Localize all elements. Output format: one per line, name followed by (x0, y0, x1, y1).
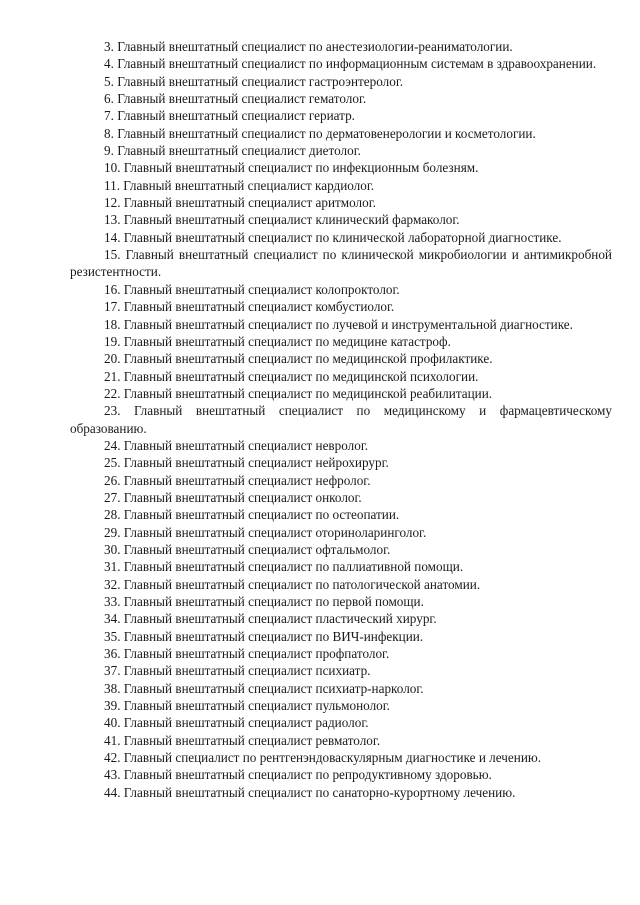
list-item: 24. Главный внештатный специалист невролог. (104, 437, 369, 453)
list-item: 12. Главный внештатный специалист аритмолог. (104, 195, 376, 211)
list-item: 44. Главный внештатный специалист по санаторно-курортному лечению. (104, 784, 516, 800)
list-item: 33. Главный внештатный специалист по первой помощи. (104, 594, 424, 609)
list-item: 15. Главный внештатный специалист по клинической микробиологии и антимикробной резистентности. (70, 247, 612, 280)
list-item: 34. Главный внештатный специалист пластический хирург. (104, 611, 437, 627)
list-item: 5. Главный внештатный специалист гастроэнтеролог. (104, 73, 404, 89)
list-item: 14. Главный внештатный специалист по клинической лабораторной диагностике. (104, 229, 562, 245)
list-item: 23. Главный внештатный специалист по медицинскому и фармацевтическому образованию. (70, 403, 612, 436)
list-item: 31. Главный внештатный специалист по паллиативной помощи. (104, 559, 464, 575)
list-item: 8. Главный внештатный специалист по дерматовенерологии и косметологии. (104, 125, 536, 141)
list-item: 6. Главный внештатный специалист гематолог. (104, 91, 367, 107)
list-item: 20. Главный внештатный специалист по медицинской профилактике. (104, 351, 493, 367)
list-item: 43. Главный внештатный специалист по репродуктивному здоровью. (104, 767, 492, 783)
list-item: 21. Главный внештатный специалист по медицинской психологии. (104, 368, 479, 384)
list-item: 16. Главный внештатный специалист колопроктолог. (104, 281, 400, 297)
list-item: 11. Главный внештатный специалист кардиолог. (104, 177, 375, 193)
list-item: 17. Главный внештатный специалист комбустиолог. (104, 299, 395, 315)
list-item: 22. Главный внештатный специалист по медицинской реабилитации. (104, 385, 493, 401)
list-item: 25. Главный внештатный специалист нейрохирург. (104, 455, 389, 471)
list-item: 40. Главный внештатный специалист радиолог. (104, 715, 369, 731)
list-item: 36. Главный внештатный специалист профпатолог. (104, 646, 390, 662)
list-item: 39. Главный внештатный специалист пульмонолог. (104, 698, 390, 714)
list-item: 28. Главный внештатный специалист по остеопатии. (104, 507, 400, 523)
list-item: 26. Главный внештатный специалист нефролог. (104, 472, 371, 488)
list-item: 29. Главный внештатный специалист оториноларинголог. (104, 524, 427, 540)
list-item: 4. Главный внештатный специалист по информационным системам в здравоохранении. (104, 56, 597, 72)
list-item: 35. Главный внештатный специалист по ВИЧ-инфекции. (104, 628, 424, 644)
list-item: 27. Главный внештатный специалист онколог. (104, 489, 362, 505)
list-item: 41. Главный внештатный специалист ревматолог. (104, 732, 381, 748)
list-item: 32. Главный внештатный специалист по патологической анатомии. (104, 576, 481, 592)
list-item: 7. Главный внештатный специалист гериатр. (104, 108, 355, 124)
list-item: 3. Главный внештатный специалист по анестезиологии-реаниматологии. (104, 39, 513, 54)
list-item: 37. Главный внештатный специалист психиатр. (104, 663, 371, 679)
list-item: 38. Главный внештатный специалист психиатр-нарколог. (104, 680, 424, 696)
list-item: 18. Главный внештатный специалист по лучевой и инструментальной диагностике. (104, 316, 573, 332)
list-item: 10. Главный внештатный специалист по инфекционным болезням. (104, 160, 479, 176)
specialist-list (70, 38, 612, 801)
list-item: 42. Главный специалист по рентгенэндоваскулярным диагностике и лечению. (104, 750, 542, 766)
list-item: 9. Главный внештатный специалист диетолог. (104, 143, 361, 159)
list-item: 30. Главный внештатный специалист офтальмолог. (104, 541, 391, 557)
list-item: 13. Главный внештатный специалист клинический фармаколог. (104, 212, 460, 228)
list-item: 19. Главный внештатный специалист по медицине катастроф. (104, 333, 451, 349)
